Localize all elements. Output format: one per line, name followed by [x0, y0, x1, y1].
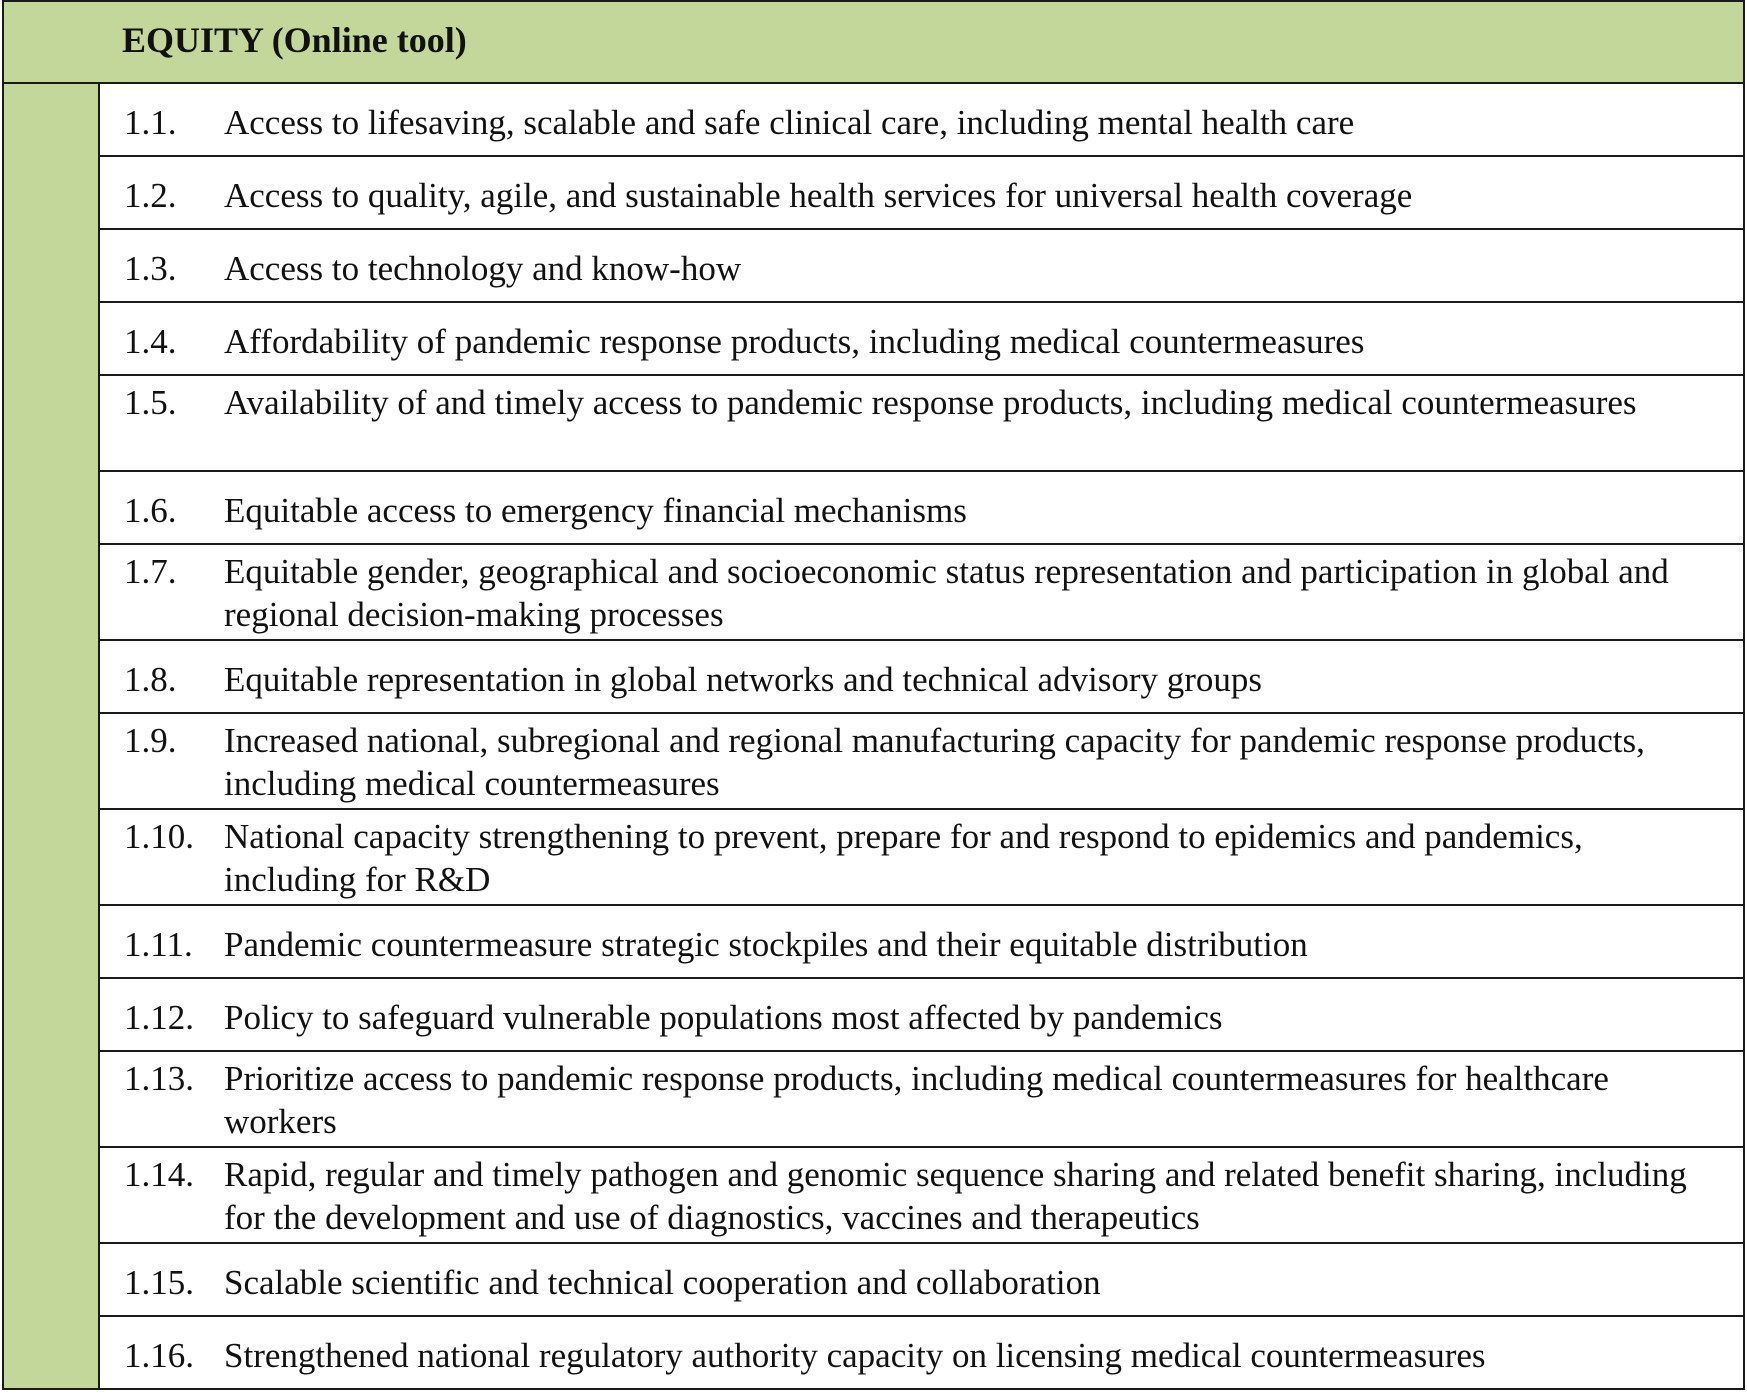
list-item: [100, 1148, 1743, 1244]
item-text: Access to lifesaving, scalable and safe clinical care, including mental health care: [224, 103, 1355, 142]
list-item: [100, 979, 1743, 1052]
item-number: 1.6.: [124, 491, 177, 530]
item-number: 1.5.: [124, 383, 177, 422]
list-item: [100, 1317, 1743, 1390]
item-text: Rapid, regular and timely pathogen and genomic sequence sharing and related benefit sharing, including for the development and use of diagnostics, vaccines and therapeutics: [224, 1155, 1687, 1237]
list-item: [100, 472, 1743, 545]
item-text: Prioritize access to pandemic response products, including medical countermeasures for healthcare workers: [224, 1059, 1609, 1141]
item-list: [100, 84, 1743, 1388]
list-item: [100, 376, 1743, 472]
side-band: [4, 84, 100, 1388]
item-number: 1.4.: [124, 322, 177, 361]
item-text: Availability of and timely access to pandemic response products, including medical countermeasures: [224, 383, 1637, 422]
list-item: [100, 545, 1743, 641]
list-item: [100, 84, 1743, 157]
item-number: 1.14.: [124, 1155, 194, 1194]
item-text: National capacity strengthening to prevent, prepare for and respond to epidemics and pandemics, including for R&D: [224, 817, 1583, 899]
list-item: [100, 1052, 1743, 1148]
item-text: Strengthened national regulatory authority capacity on licensing medical countermeasures: [224, 1336, 1486, 1375]
item-text: Equitable gender, geographical and socioeconomic status representation and participation in global and regional decision-making processes: [224, 552, 1669, 634]
item-text: Equitable access to emergency financial mechanisms: [224, 491, 967, 530]
list-item: [100, 1244, 1743, 1317]
item-text: Scalable scientific and technical cooperation and collaboration: [224, 1263, 1101, 1302]
item-number: 1.1.: [124, 103, 177, 142]
list-item: [100, 641, 1743, 714]
item-text: Access to quality, agile, and sustainable health services for universal health coverage: [224, 176, 1413, 215]
item-number: 1.8.: [124, 660, 177, 699]
item-number: 1.3.: [124, 249, 177, 288]
item-number: 1.15.: [124, 1263, 194, 1302]
item-text: Affordability of pandemic response products, including medical countermeasures: [224, 322, 1365, 361]
item-number: 1.11.: [124, 925, 193, 964]
list-item: [100, 714, 1743, 810]
item-number: 1.16.: [124, 1336, 194, 1375]
item-text: Equitable representation in global networks and technical advisory groups: [224, 660, 1263, 699]
item-number: 1.10.: [124, 817, 194, 856]
item-number: 1.9.: [124, 721, 177, 760]
list-item: [100, 303, 1743, 376]
table-header: [4, 2, 1743, 84]
item-number: 1.13.: [124, 1059, 194, 1098]
item-text: Increased national, subregional and regional manufacturing capacity for pandemic response products, including medical countermeasures: [224, 721, 1645, 803]
item-text: Access to technology and know-how: [224, 249, 742, 288]
list-item: [100, 230, 1743, 303]
item-number: 1.7.: [124, 552, 177, 591]
item-text: Pandemic countermeasure strategic stockpiles and their equitable distribution: [224, 925, 1308, 964]
item-number: 1.2.: [124, 176, 177, 215]
equity-table: [2, 0, 1745, 1390]
item-number: 1.12.: [124, 998, 194, 1037]
item-text: Policy to safeguard vulnerable populations most affected by pandemics: [224, 998, 1223, 1037]
table-title: EQUITY (Online tool): [122, 20, 467, 60]
list-item: [100, 906, 1743, 979]
list-item: [100, 157, 1743, 230]
list-item: [100, 810, 1743, 906]
